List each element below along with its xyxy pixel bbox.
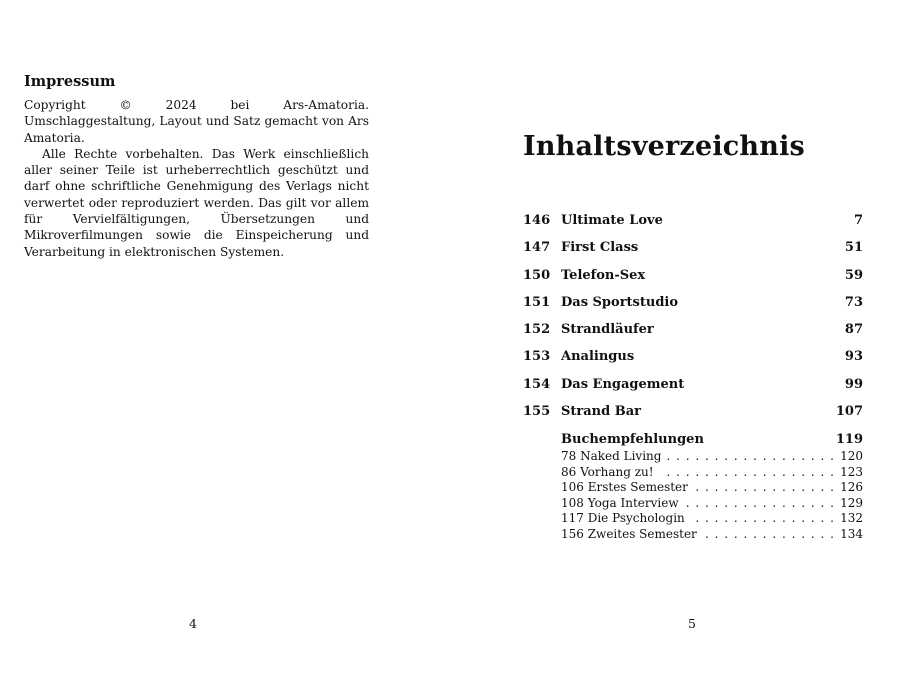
- toc-entry-page: 107: [835, 404, 863, 420]
- toc-entry-title: Das Sportstudio: [561, 294, 679, 310]
- impressum-heading: Impressum: [24, 73, 116, 90]
- toc-entry-title: Ultimate Love: [561, 213, 663, 228]
- leader-dots: [561, 480, 835, 494]
- leader-dots: [561, 527, 835, 541]
- toc-entry-number: 146: [523, 213, 551, 228]
- toc-entry-title: First Class: [561, 240, 639, 256]
- toc-entry-page: 59: [844, 267, 863, 283]
- toc-entry[interactable]: [523, 322, 863, 349]
- recommendation-label: 86 Vorhang zu!: [561, 465, 660, 479]
- recommendations-page: 119: [835, 432, 863, 447]
- copyright-paragraph: Copyright © 2024 bei Ars-Amatoria. Umschlaggestaltung, Layout und Satz gemacht von Ars Amatoria.: [24, 98, 369, 145]
- recommendation-label: 156 Zweites Semester: [561, 527, 703, 541]
- toc-entry-page: 7: [853, 213, 863, 228]
- recommendation-page: 129: [840, 495, 863, 510]
- recommendation-item[interactable]: [561, 480, 863, 496]
- rights-paragraph: Alle Rechte vorbehalten. Das Werk einschließlich aller seiner Teile ist urheberrechtlich geschützt und darf ohne schriftliche Genehmigung des Verlags nicht verwertet oder reproduziert werden. Das gilt vor allem für Vervielfältigungen, Übersetzungen und Mikroverfilmungen sowie die Einspeicherung und Verarbeitung in elektronischen Systemen.: [24, 146, 369, 259]
- recommendation-label: 117 Die Psychologin: [561, 511, 691, 525]
- recommendation-page: 132: [840, 511, 863, 525]
- toc-heading: Inhaltsverzeichnis: [523, 131, 805, 162]
- toc-entry-page: 51: [844, 240, 863, 256]
- recommendations-title: Buchempfehlungen: [561, 432, 704, 447]
- toc-entry[interactable]: [523, 213, 863, 240]
- toc-entry[interactable]: [523, 268, 863, 295]
- recommendations-heading-row[interactable]: [561, 432, 863, 449]
- recommendation-page: 123: [840, 464, 863, 479]
- leader-dots: [561, 449, 835, 463]
- leader-dots: [561, 465, 835, 479]
- toc-entry[interactable]: [523, 240, 863, 267]
- recommendation-page: 120: [840, 449, 863, 463]
- toc-entry-page: 73: [844, 294, 863, 310]
- leader-dots: [561, 511, 835, 525]
- recommendation-item[interactable]: [561, 449, 863, 465]
- toc-entry-number: 150: [523, 267, 551, 283]
- leader-dots: [561, 496, 835, 510]
- recommendation-item[interactable]: [561, 465, 863, 481]
- recommendation-item[interactable]: [561, 496, 863, 512]
- recommendation-page: 126: [840, 480, 863, 494]
- page-number-left: 4: [189, 616, 197, 631]
- recommendation-label: 108 Yoga Interview: [561, 496, 685, 510]
- recommendation-item[interactable]: [561, 527, 863, 543]
- toc-entry-title: Strand Bar: [561, 404, 641, 420]
- toc-entry-title: Strandläufer: [561, 322, 654, 338]
- page-number-right: 5: [688, 616, 696, 631]
- toc-entry-title: Telefon-Sex: [561, 267, 646, 283]
- toc-entry-number: 155: [523, 404, 551, 420]
- recommendations-section: [561, 432, 863, 542]
- toc-entry-number: 151: [523, 294, 551, 310]
- recommendation-page: 134: [840, 526, 863, 541]
- toc-entry-number: 147: [523, 240, 551, 256]
- toc-entry-page: 87: [844, 322, 863, 338]
- right-page: [450, 0, 900, 676]
- toc-entry-title: Das Engagement: [561, 376, 685, 392]
- recommendation-label: 78 Naked Living: [561, 449, 667, 463]
- recommendation-item[interactable]: [561, 511, 863, 527]
- toc-entry-page: 99: [844, 376, 863, 392]
- impressum-text: [24, 97, 369, 260]
- toc-entry-number: 154: [523, 376, 551, 392]
- recommendation-label: 106 Erstes Semester: [561, 480, 694, 494]
- toc-entry-number: 152: [523, 322, 551, 338]
- toc-entry-title: Analingus: [561, 349, 635, 365]
- toc-entry[interactable]: [523, 349, 863, 376]
- toc-entry-number: 153: [523, 349, 551, 365]
- toc-entry[interactable]: [523, 295, 863, 322]
- toc-entry-page: 93: [844, 349, 863, 365]
- toc-entry[interactable]: [523, 377, 863, 404]
- toc-list: [523, 213, 863, 431]
- toc-entry[interactable]: [523, 404, 863, 431]
